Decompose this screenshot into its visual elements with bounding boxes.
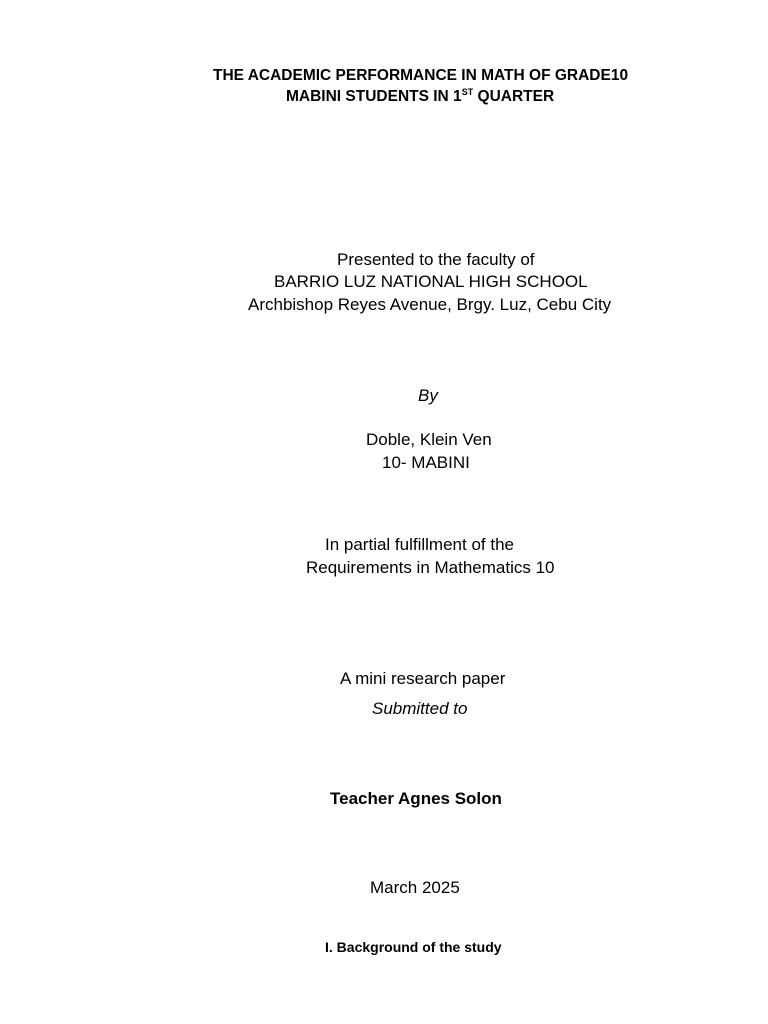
fulfillment-line-2: Requirements in Mathematics 10	[306, 558, 555, 577]
author-name: Doble, Klein Ven	[366, 430, 492, 449]
title-line-2-suffix: QUARTER	[473, 88, 555, 105]
submission-date: March 2025	[370, 878, 460, 897]
title-line-2	[286, 87, 554, 107]
title-line-2-prefix: MABINI STUDENTS IN 1	[286, 88, 462, 105]
author-section: 10- MABINI	[382, 453, 470, 472]
teacher-name: Teacher Agnes Solon	[330, 789, 502, 808]
school-name: BARRIO LUZ NATIONAL HIGH SCHOOL	[274, 272, 588, 291]
title-line-2-superscript: ST	[461, 86, 474, 97]
paper-type: A mini research paper	[340, 669, 506, 688]
section-heading: I. Background of the study	[325, 939, 502, 955]
title-line-1: THE ACADEMIC PERFORMANCE IN MATH OF GRADE10	[213, 67, 629, 84]
submitted-to-label: Submitted to	[372, 699, 468, 718]
presented-to-text: Presented to the faculty of	[337, 250, 535, 269]
by-label: By	[418, 386, 438, 405]
school-address: Archbishop Reyes Avenue, Brgy. Luz, Cebu City	[248, 295, 612, 314]
fulfillment-line-1: In partial fulfillment of the	[325, 535, 514, 554]
